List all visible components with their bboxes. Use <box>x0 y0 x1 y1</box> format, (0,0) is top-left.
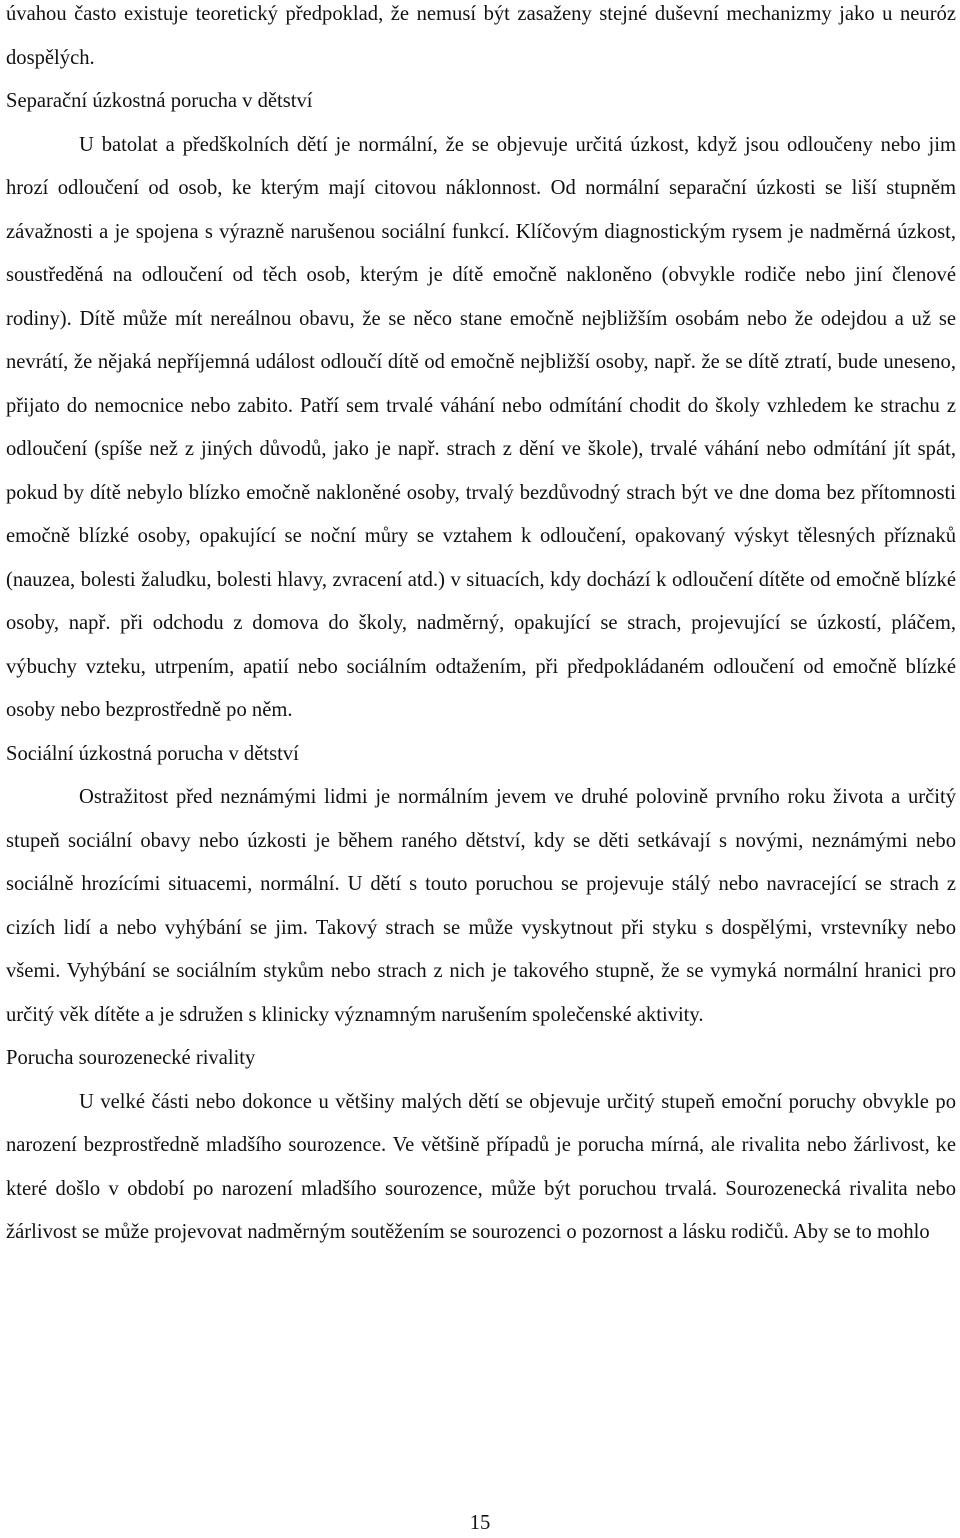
paragraph-separation-anxiety: U batolat a předškolních dětí je normální, že se objevuje určitá úzkost, když jsou odloučeny nebo jim hrozí odloučení od osob, ke kterým mají citovou náklonnost. Od normální separační úzkosti se liší stupněm závažnosti a je spojena s výrazně narušenou sociální funkcí. Klíčovým diagnostickým rysem je nadměrná úzkost, soustředěná na odloučení od těch osob, kterým je dítě emočně nakloněno (obvykle rodiče nebo jiní členové rodiny). Dítě může mít nereálnou obavu, že se něco stane emočně nejbližším osobám nebo že odejdou a už se nevrátí, že nějaká nepříjemná událost odloučí dítě od emočně nejbližší osoby, např. že se dítě ztratí, bude uneseno, přijato do nemocnice nebo zabito. Patří sem trvalé váhání nebo odmítání chodit do školy vzhledem ke strachu z odloučení (spíše než z jiných důvodů, jako je např. strach z dění ve škole), trvalé váhání nebo odmítání jít spát, pokud by dítě nebylo blízko emočně nakloněné osoby, trvalý bezdůvodný strach být ve dne doma bez přítomnosti emočně blízké osoby, opakující se noční můry se vztahem k odloučení, opakovaný výskyt tělesných příznaků (nauzea, bolesti žaludku, bolesti hlavy, zvracení atd.) v situacích, kdy dochází k odloučení dítěte od emočně blízké osoby, např. při odchodu z domova do školy, nadměrný, opakující se strach, projevující se úzkostí, pláčem, výbuchy vzteku, utrpením, apatií nebo sociálním odtažením, při předpokládaném odloučení od emočně blízké osoby nebo bezprostředně po něm. <box>6 133 956 721</box>
document-page <box>6 0 956 1255</box>
page-number: 15 <box>469 1512 491 1534</box>
paragraph-social-anxiety: Ostražitost před neznámými lidmi je normálním jevem ve druhé polovině prvního roku života a určitý stupeň sociální obavy nebo úzkosti je během raného dětství, kdy se děti setkávají s novými, neznámými nebo sociálně hrozícími situacemi, normální. U dětí s touto poruchou se projevuje stálý nebo navracející se strach z cizích lidí a nebo vyhýbání se jim. Takový strach se může vyskytnout při styku s dospělými, vrstevníky nebo všemi. Vyhýbání se sociálním stykům nebo strach z nich je takového stupně, že se vymyká normální hranici pro určitý věk dítěte a je sdružen s klinicky významným narušením společenské aktivity. <box>6 786 956 1026</box>
paragraph-sibling-rivalry: U velké části nebo dokonce u většiny malých dětí se objevuje určitý stupeň emoční poruchy obvykle po narození bezprostředně mladšího sourozence. Ve většině případů je porucha mírná, ale rivalita nebo žárlivost, ke které došlo v období po narození mladšího sourozence, může být poruchou trvalá. Sourozenecká rivalita nebo žárlivost se může projevovat nadměrným soutěžením se sourozenci o pozornost a lásku rodičů. Aby se to mohlo <box>6 1090 956 1243</box>
section-heading-social-anxiety: Sociální úzkostná porucha v dětství <box>6 742 299 765</box>
section-heading-separation-anxiety: Separační úzkostná porucha v dětství <box>6 90 313 112</box>
paragraph-continuation: úvahou často existuje teoretický předpoklad, že nemusí být zasaženy stejné duševní mechanizmy jako u neuróz dospělých. <box>6 3 956 69</box>
section-heading-sibling-rivalry: Porucha sourozenecké rivality <box>6 1047 256 1069</box>
